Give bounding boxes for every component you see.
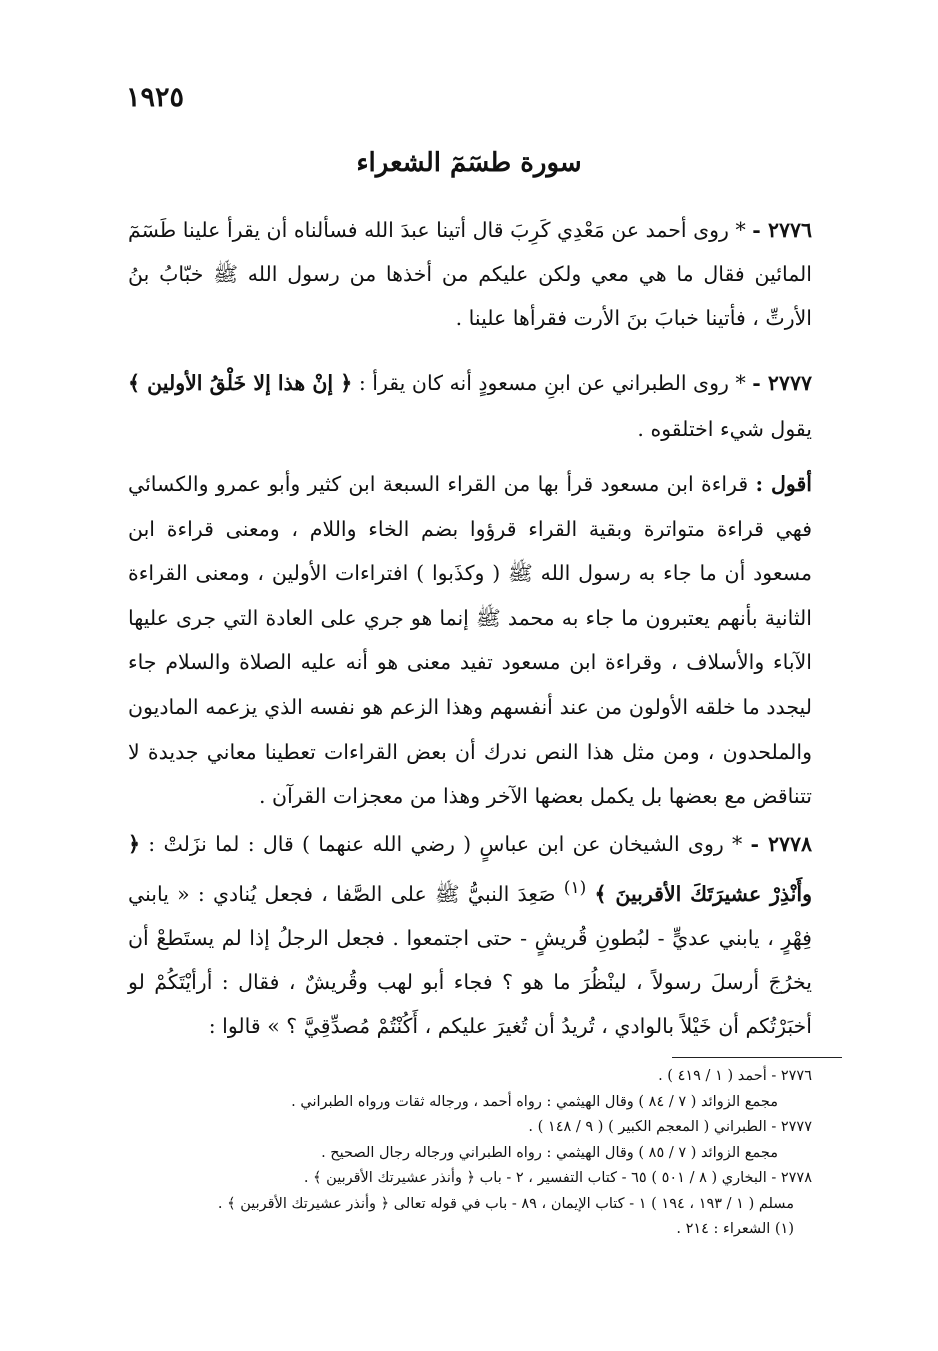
footnote-1: (١) الشعراء : ٢١٤ . — [676, 1221, 794, 1237]
hadith-2776-paragraph — [128, 208, 812, 340]
commentary-label: أقول : — [755, 472, 812, 496]
hadith-number: ٢٧٧٦ - — [752, 218, 812, 242]
footnote-2778: ٢٧٧٨ - البخاري ( ٨ / ٥٠١ ) ٦٥ - كتاب التفسير ، ٢ - باب ﴿ وأنذر عشيرتك الأقربين ﴾ . — [303, 1170, 812, 1186]
quran-quote: ﴿ وأَنْذِرْ عشيرَتَكَ الأقربينَ ﴾ — [128, 832, 812, 906]
footnote-2776: ٢٧٧٦ - أحمد ( ١ / ٤١٩ ) . — [658, 1068, 812, 1084]
hadith-text-continued: يقول شيء اختلقوه . — [637, 417, 812, 441]
footnote-2778-source: مسلم ( ١ / ١٩٣ ، ١٩٤ ) ١ - كتاب الإيمان ، ٨٩ - باب في قوله تعالى ﴿ وأنذر عشيرتك الأقربين ﴾ . — [217, 1195, 794, 1212]
hadith-text: * روى الشيخان عن ابن عباسٍ ( رضي الله عنهما ) قال : لما نزَلتْ : — [140, 832, 743, 856]
surah-title: سورة طسٓمٓ الشعراء — [356, 148, 582, 178]
hadith-2776 — [128, 208, 812, 340]
footnotes — [128, 1064, 812, 1243]
page-number: ١٩٢٥ — [126, 82, 185, 113]
footnote-divider — [672, 1057, 842, 1058]
hadith-2778-paragraph — [128, 822, 812, 1048]
hadith-number: ٢٧٧٧ - — [752, 371, 812, 395]
commentary-text: قراءة ابن مسعود قرأ بها من القراء السبعة ابن كثير وأبو عمرو والكسائي فهي قراءة متواترة وبقية القراء قرؤوا بضم الخاء واللام ، ومعنى قراءة ابن مسعود أن ما جاء به رسول الله ﷺ ( وكذَبوا ) افتراءات الأولين ، ومعنى القراءة الثانية بأنهم يعتبرون ما جاء به محمد ﷺ إنما هو جري على العادة التي جرى عليها الآباء والأسلاف ، وقراءة ابن مسعود تفيد معنى هو أنه عليه الصلاة والسلام جاء ليجدد ما خلقه الأولون من عند أنفسهم وهذا الزعم هو نفسه الذي يزعمه الماديون والملحدون ، ومن مثل هذا النص ندرك أن بعض القراءات تعطينا معاني جديدة لا تتناقض مع بعضها بل يكمل بعضها الآخر وهذا من معجزات القرآن . — [128, 472, 812, 809]
hadith-2778 — [128, 822, 812, 1048]
author-commentary — [128, 462, 812, 819]
footnote-2776-source: مجمع الزوائد ( ٧ / ٨٤ ) وقال الهيثمي : رواه أحمد ، ورجاله ثقات ورواه الطبراني . — [291, 1093, 778, 1110]
quran-quote: ﴿ إنْ هذا إلا خَلْقُ الأولين ﴾ — [128, 371, 353, 395]
footnote-2777-source: مجمع الزوائد ( ٧ / ٨٥ ) وقال الهيثمي : رواه الطبراني ورجاله رجال الصحيح . — [321, 1144, 778, 1161]
hadith-2777 — [128, 360, 812, 452]
hadith-2777-paragraph — [128, 360, 812, 452]
hadith-text: * روى الطبراني عن ابنِ مسعودٍ أنه كان يقرأ : — [352, 371, 746, 395]
commentary-paragraph — [128, 462, 812, 819]
hadith-number: ٢٧٧٨ - — [750, 832, 812, 856]
hadith-text: * روى أحمد عن مَعْدِي كَرِبَ قال أتينا عبدَ الله فسألناه أن يقرأ علينا طَسٓمٓ المائين فقال ما هي معي ولكن عليكم من أخذها من رسول الله ﷺ خبّابُ بنُ الأرتِّ ، فأتينا خبابَ بنَ الأرت فقرأها علينا . — [128, 218, 812, 330]
footnote-2777: ٢٧٧٧ - الطبراني ( المعجم الكبير ) ( ٩ / ١٤٨ ) . — [528, 1119, 812, 1135]
footnote-reference: (١) — [563, 878, 587, 898]
hadith-text-continued: صَعِدَ النبيُّ ﷺ على الصَّفا ، فجعل يُنادي : « يابني فِهْرٍ ، يابني عديٍّ - لبُطونِ قُريشٍ - حتى اجتمعوا . فجعل الرجلُ إذا لم يستَطعْ أن يخرُجَ أرسلَ رسولاً ، لينْظُرَ ما هو ؟ فجاء أبو لهب وقُريشٌ ، فقال : أرأيْتَكُمْ لو أخبَرْتُكم أن خَيْلاً بالوادي ، تُريدُ أن تُغيرَ عليكم ، أَكُنْتُمْ مُصدِّقِيَّ ؟ » قالوا : — [128, 881, 812, 1038]
